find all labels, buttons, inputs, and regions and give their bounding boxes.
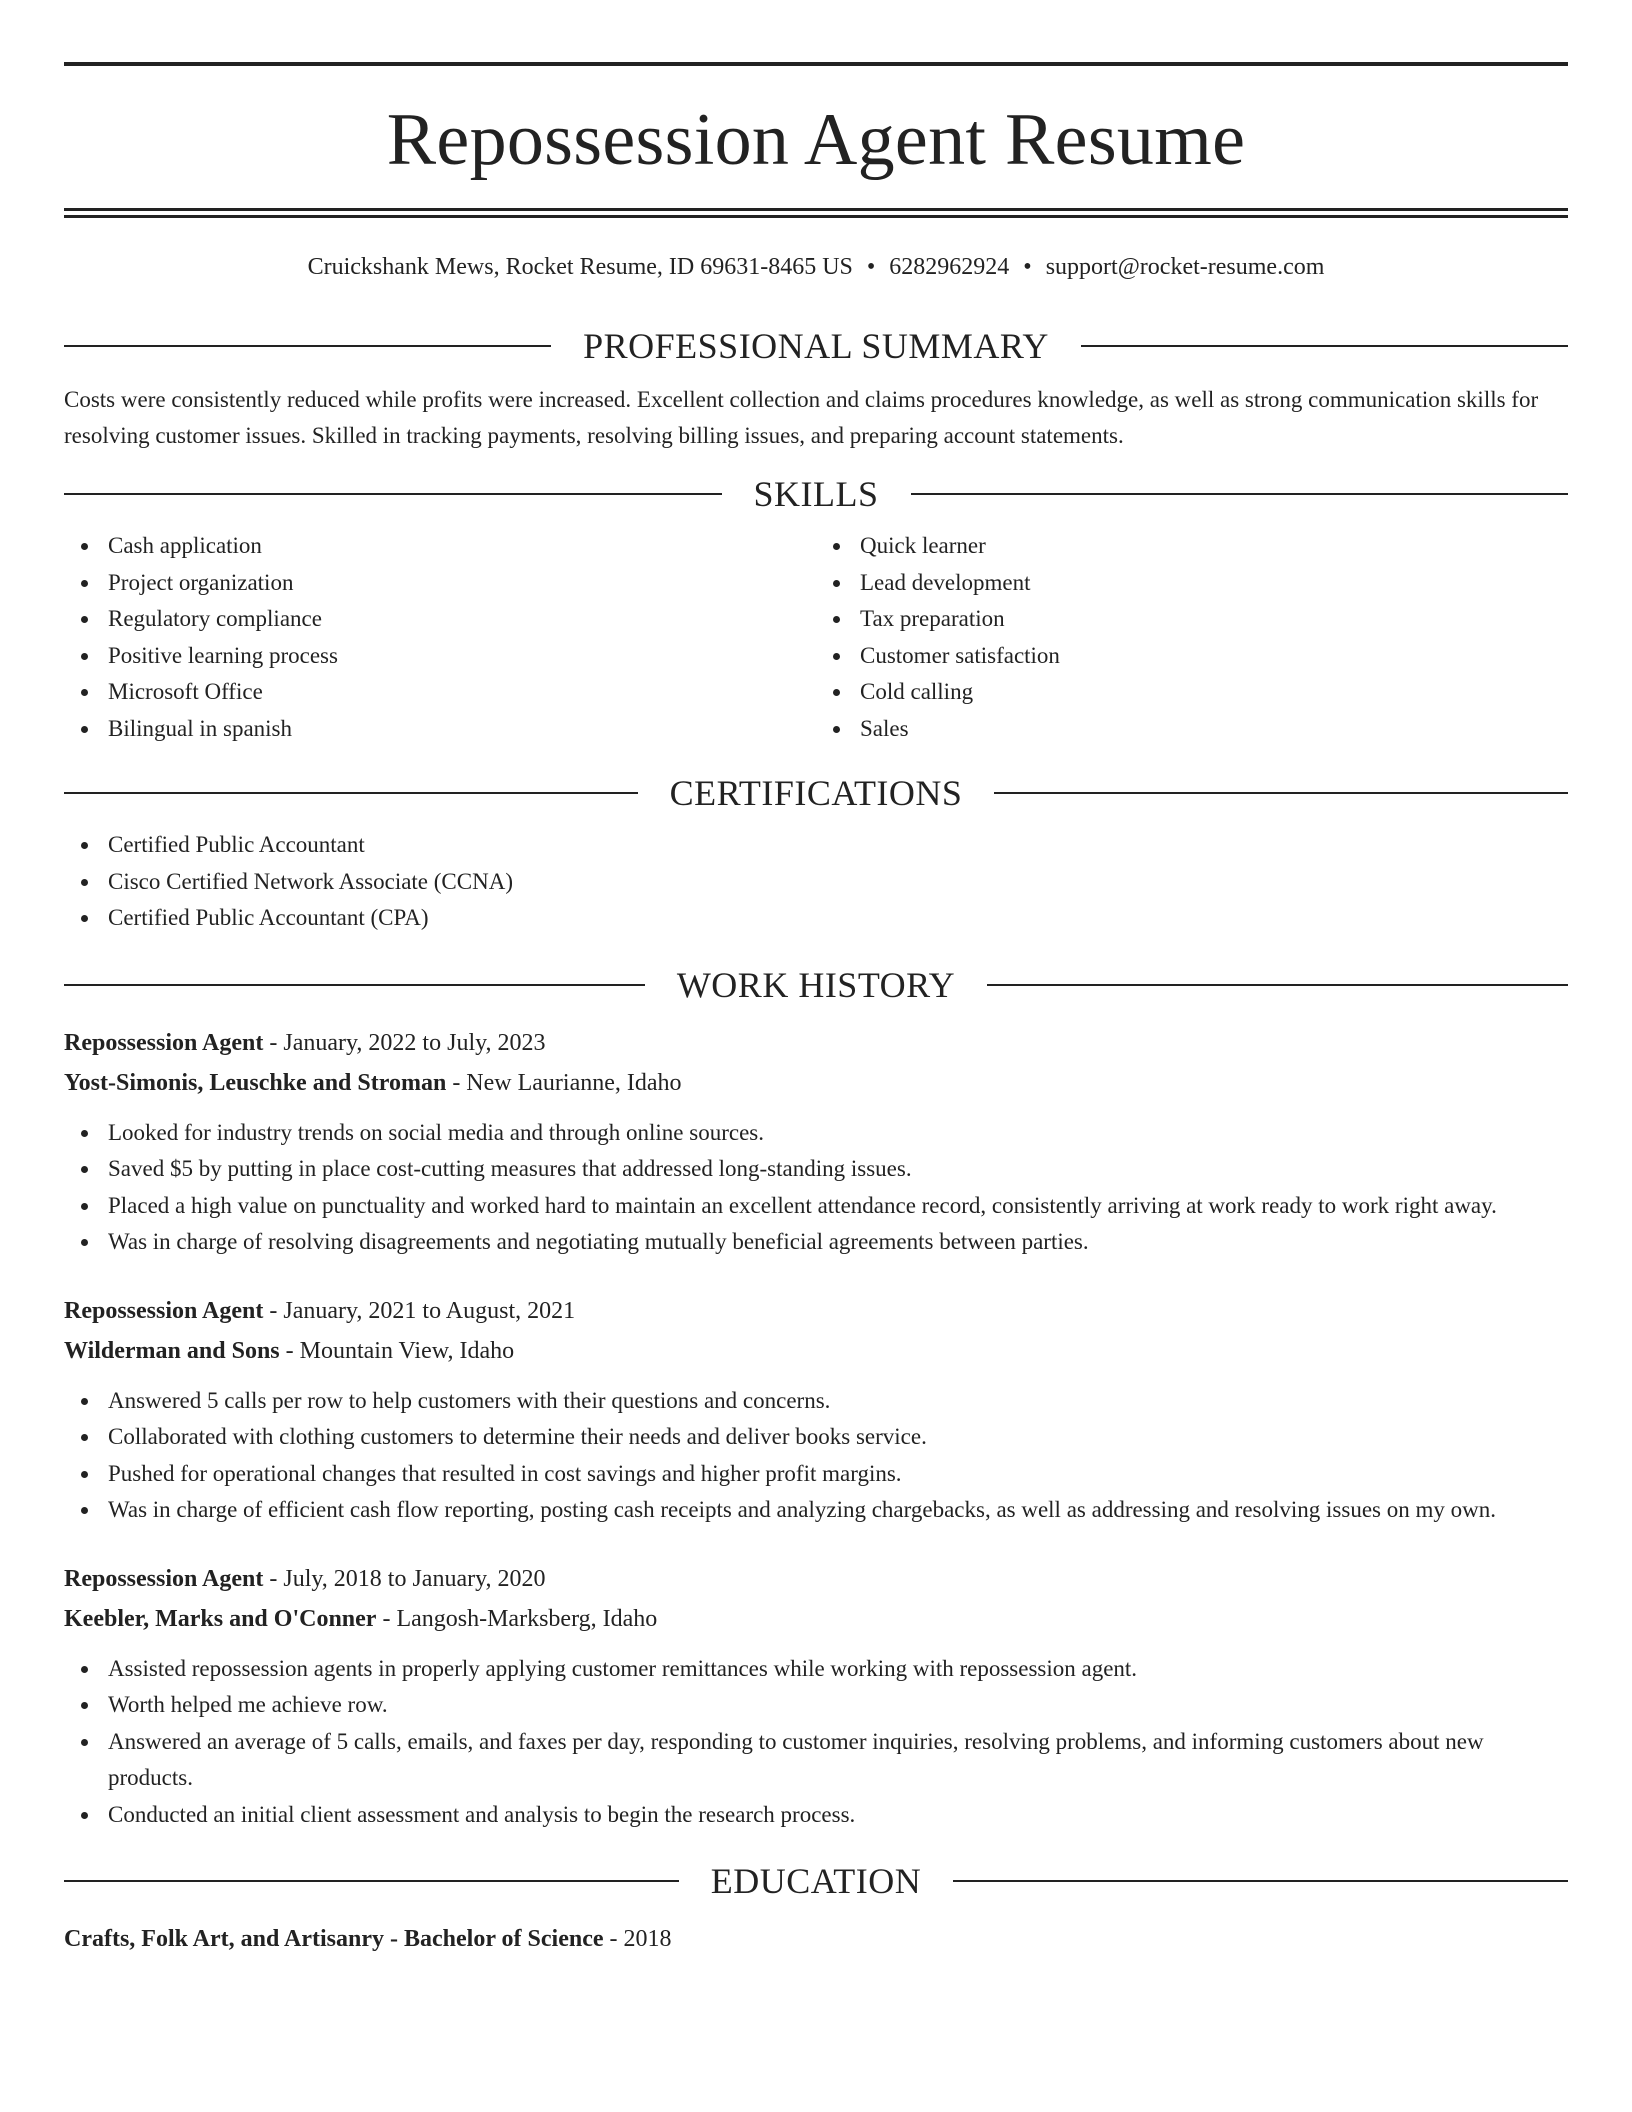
education-degree: Crafts, Folk Art, and Artisanry - Bachelor of Science [64,1926,604,1952]
job-company: Wilderman and Sons [64,1337,280,1364]
job-title: Repossession Agent [64,1565,264,1592]
education-heading-label: EDUCATION [710,1861,922,1901]
heading-rule [64,493,722,495]
job-company: Keebler, Marks and O'Conner [64,1605,377,1632]
skills-heading-label: SKILLS [753,474,879,514]
job-entry [64,1559,1568,1834]
contact-phone: 6282962924 [889,254,1010,280]
contact-separator: • [866,254,876,280]
job-bullet: Worth helped me achieve row. [108,1687,1568,1724]
heading-rule [1081,345,1568,347]
heading-rule [64,1880,679,1882]
job-company-line [64,1063,1568,1103]
skill-item: Sales [860,711,1568,748]
skill-item: Project organization [108,565,816,602]
certification-item: Certified Public Accountant (CPA) [108,900,1568,937]
job-title: Repossession Agent [64,1029,264,1056]
job-location: - Mountain View, Idaho [279,1337,515,1364]
certifications-heading-label: CERTIFICATIONS [669,773,963,813]
skill-item: Customer satisfaction [860,638,1568,675]
heading-rule [64,984,645,986]
contact-separator: • [1023,254,1032,280]
skills-right-list [816,528,1568,747]
job-company: Yost-Simonis, Leuschke and Stroman [64,1069,447,1096]
skill-item: Bilingual in spanish [108,711,816,748]
job-title-line [64,1291,1568,1331]
title-double-rule [64,208,1568,218]
summary-heading [64,324,1568,368]
job-company-line [64,1599,1568,1639]
contact-address: Cruickshank Mews, Rocket Resume, ID 69631-8465 US [307,254,853,280]
job-location: - Langosh-Marksberg, Idaho [376,1605,658,1632]
contact-line [64,252,1568,282]
heading-rule [64,345,551,347]
certification-item: Certified Public Accountant [108,827,1568,864]
heading-rule [64,792,638,794]
job-location: - New Laurianne, Idaho [446,1069,682,1096]
certification-item: Cisco Certified Network Associate (CCNA) [108,864,1568,901]
summary-heading-label: PROFESSIONAL SUMMARY [583,326,1049,366]
job-bullet: Assisted repossession agents in properly applying customer remittances while working with repossession agent. [108,1651,1568,1688]
job-bullet: Pushed for operational changes that resulted in cost savings and higher profit margins. [108,1456,1568,1493]
skills-heading [64,472,1568,516]
skill-item: Cash application [108,528,816,565]
skill-item: Quick learner [860,528,1568,565]
job-bullet: Was in charge of resolving disagreements and negotiating mutually beneficial agreements between parties. [108,1224,1568,1261]
certifications-list [64,827,1568,937]
skill-item: Tax preparation [860,601,1568,638]
job-dates: - January, 2021 to August, 2021 [263,1297,576,1324]
job-bullets [64,1383,1568,1529]
job-bullet: Answered an average of 5 calls, emails, and faxes per day, responding to customer inquiries, resolving problems, and informing customers about new products. [108,1724,1568,1797]
summary-text: Costs were consistently reduced while profits were increased. Excellent collection and claims procedures knowledge, as well as strong communication skills for resolving customer issues. Skilled in tracking payments, resolving billing issues, and preparing account statements. [64,387,1539,448]
education-heading [64,1859,1568,1903]
skill-item: Lead development [860,565,1568,602]
work-history-heading-label: WORK HISTORY [676,964,956,1005]
job-title-line [64,1023,1568,1063]
job-entry [64,1023,1568,1261]
resume-title: Repossession Agent Resume [386,99,1246,181]
job-bullet: Collaborated with clothing customers to determine their needs and deliver books service. [108,1419,1568,1456]
skill-item: Cold calling [860,674,1568,711]
skill-item: Positive learning process [108,638,816,675]
heading-rule [953,1880,1568,1882]
education-year: - 2018 [603,1926,672,1952]
job-bullet: Looked for industry trends on social media and through online sources. [108,1115,1568,1152]
education-entry [64,1919,1568,1959]
contact-email: support@rocket-resume.com [1045,254,1325,280]
job-bullets [64,1651,1568,1834]
skills-columns [64,528,1568,747]
job-company-line [64,1331,1568,1371]
heading-rule [987,984,1568,986]
job-bullet: Conducted an initial client assessment and analysis to begin the research process. [108,1797,1568,1834]
job-bullet: Was in charge of efficient cash flow reporting, posting cash receipts and analyzing chargebacks, as well as addressing and resolving issues on my own. [108,1492,1568,1529]
job-bullet: Saved $5 by putting in place cost-cutting measures that addressed long-standing issues. [108,1151,1568,1188]
certifications-heading [64,771,1568,815]
top-rule [64,62,1568,66]
job-bullet: Answered 5 calls per row to help customers with their questions and concerns. [108,1383,1568,1420]
job-title-line [64,1559,1568,1599]
skill-item: Regulatory compliance [108,601,816,638]
skills-left-list [64,528,816,747]
heading-rule [911,493,1569,495]
job-bullet: Placed a high value on punctuality and worked hard to maintain an excellent attendance record, consistently arriving at work ready to work right away. [108,1188,1568,1225]
job-title: Repossession Agent [64,1297,264,1324]
heading-rule [994,792,1568,794]
job-dates: - January, 2022 to July, 2023 [263,1029,546,1056]
skill-item: Microsoft Office [108,674,816,711]
job-entry [64,1291,1568,1529]
job-dates: - July, 2018 to January, 2020 [263,1565,546,1592]
job-bullets [64,1115,1568,1261]
work-history-heading [64,963,1568,1007]
